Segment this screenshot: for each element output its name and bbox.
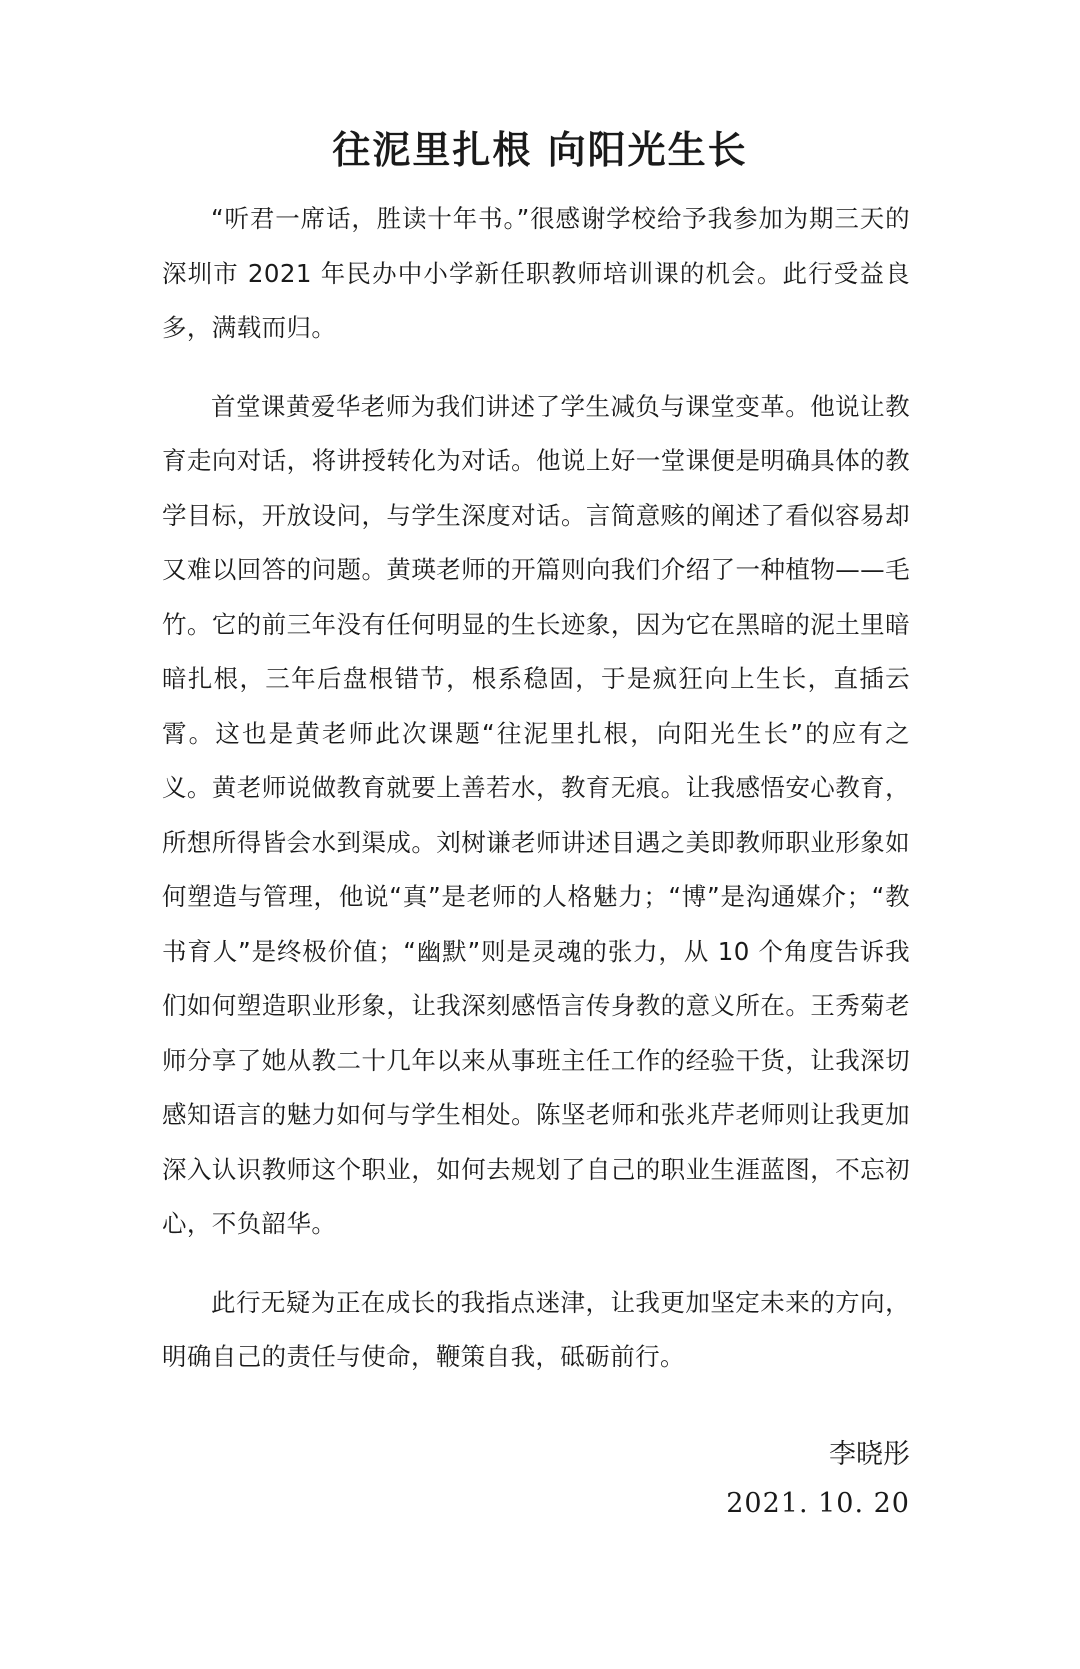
paragraph-main: 首堂课黄爱华老师为我们讲述了学生减负与课堂变革。他说让教育走向对话，将讲授转化为对话。他说上好一堂课便是明确具体的教学目标，开放设问，与学生深度对话。言简意赅的阐述了看似容易却又难以回答的问题。黄瑛老师的开篇则向我们介绍了一种植物——毛竹。它的前三年没有任何明显的生长迹象，因为它在黑暗的泥土里暗暗扎根，三年后盘根错节，根系稳固，于是疯狂向上生长，直插云霄。这也是黄老师此次课题“往泥里扎根，向阳光生长”的应有之义。黄老师说做教育就要上善若水，教育无痕。让我感悟安心教育，所想所得皆会水到渠成。刘树谦老师讲述目遇之美即教师职业形象如何塑造与管理，他说“真”是老师的人格魅力；“博”是沟通媒介；“教书育人”是终极价值；“幽默”则是灵魂的张力，从 10 个角度告诉我们如何塑造职业形象，让我深刻感悟言传身教的意义所在。王秀菊老师分享了她从教二十几年以来从事班主任工作的经验干货，让我深切感知语言的魅力如何与学生相处。陈坚老师和张兆芹老师则让我更加深入认识教师这个职业，如何去规划了自己的职业生涯蓝图，不忘初心，不负韶华。 [162,391,910,1238]
article-body [162,120,910,1385]
article-title: 往泥里扎根 向阳光生长 [332,128,748,172]
paragraph-conclusion: 此行无疑为正在成长的我指点迷津，让我更加坚定未来的方向，明确自己的责任与使命，鞭策自我，砥砺前行。 [162,1287,910,1371]
author-name: 李晓彤 [829,1439,910,1470]
article-date: 2021. 10. 20 [726,1488,910,1519]
paragraph-intro: “听君一席话，胜读十年书。”很感谢学校给予我参加为期三天的深圳市 2021 年民办中小学新任职教师培训课的机会。此行受益良多，满载而归。 [162,204,910,342]
